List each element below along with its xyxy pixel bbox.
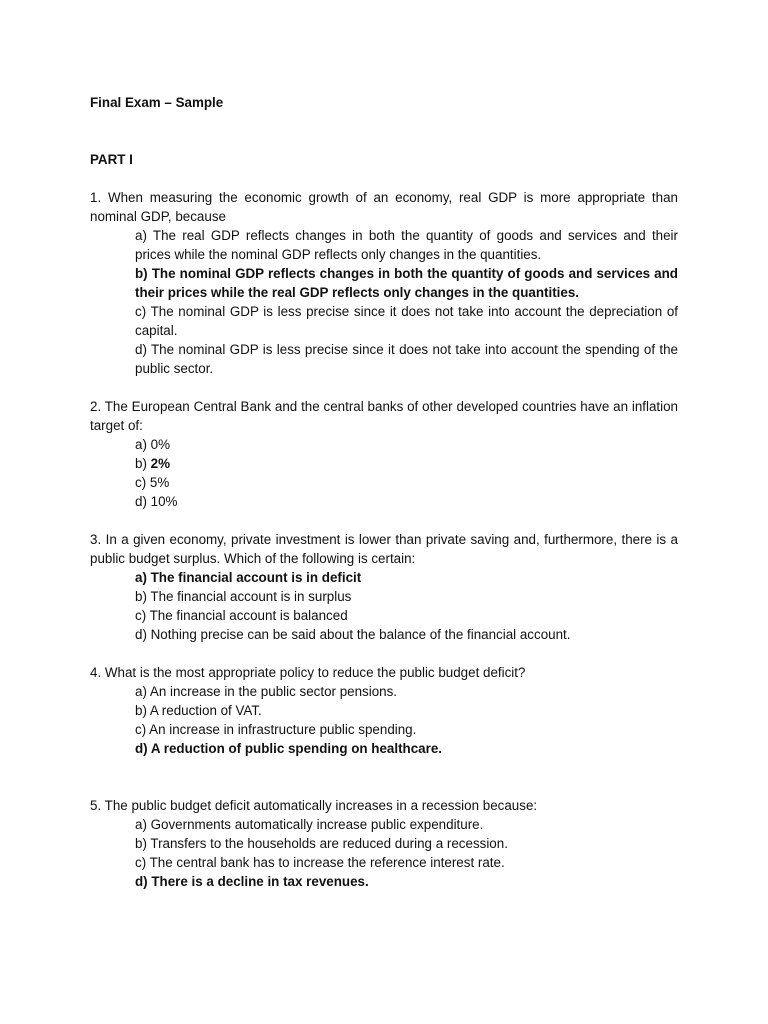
question-2 bbox=[90, 397, 678, 511]
option-a: a) An increase in the public sector pensions. bbox=[135, 684, 398, 699]
part-heading: PART I bbox=[90, 152, 133, 167]
question-3 bbox=[90, 530, 678, 644]
option-c: c) 5% bbox=[135, 475, 170, 490]
question-text: 1. When measuring the economic growth of an economy, real GDP is more appropriate than nominal GDP, because bbox=[90, 190, 678, 224]
option-b-correct: b) The nominal GDP reflects changes in both the quantity of goods and services and their prices while the real GDP reflects only changes in the quantities. bbox=[135, 266, 678, 300]
option-d: d) The nominal GDP is less precise since it does not take into account the spending of the public sector. bbox=[135, 342, 678, 376]
option-a: a) 0% bbox=[135, 437, 170, 452]
question-text: 2. The European Central Bank and the central banks of other developed countries have an inflation target of: bbox=[90, 399, 678, 433]
option-d-correct: d) There is a decline in tax revenues. bbox=[135, 874, 369, 889]
answer-options bbox=[90, 226, 678, 378]
answer-options bbox=[90, 568, 678, 644]
option-b-correct-value: 2% bbox=[150, 456, 170, 471]
question-5 bbox=[90, 796, 678, 891]
exam-title: Final Exam – Sample bbox=[90, 95, 224, 110]
option-b: b) The financial account is in surplus bbox=[135, 589, 352, 604]
question-text: 3. In a given economy, private investment is lower than private saving and, furthermore, there is a public budget surplus. Which of the following is certain: bbox=[90, 532, 678, 566]
option-d-correct: d) A reduction of public spending on healthcare. bbox=[135, 741, 443, 756]
answer-options bbox=[90, 815, 678, 891]
option-a: a) Governments automatically increase public expenditure. bbox=[135, 817, 484, 832]
exam-page bbox=[90, 93, 678, 910]
option-c: c) The central bank has to increase the reference interest rate. bbox=[135, 855, 505, 870]
option-letter: b) bbox=[135, 456, 151, 471]
option-b: b) Transfers to the households are reduced during a recession. bbox=[135, 836, 508, 851]
answer-options bbox=[90, 435, 678, 511]
option-c: c) An increase in infrastructure public spending. bbox=[135, 722, 417, 737]
question-text: 4. What is the most appropriate policy to reduce the public budget deficit? bbox=[90, 665, 526, 680]
question-text: 5. The public budget deficit automatically increases in a recession because: bbox=[90, 798, 538, 813]
option-b: b) A reduction of VAT. bbox=[135, 703, 262, 718]
option-a: a) The real GDP reflects changes in both the quantity of goods and services and their prices while the nominal GDP reflects only changes in the quantities. bbox=[135, 228, 678, 262]
option-b bbox=[135, 454, 678, 473]
option-a-correct: a) The financial account is in deficit bbox=[135, 570, 362, 585]
question-1 bbox=[90, 188, 678, 378]
option-d: d) Nothing precise can be said about the balance of the financial account. bbox=[135, 627, 571, 642]
question-4 bbox=[90, 663, 678, 758]
option-d: d) 10% bbox=[135, 494, 178, 509]
answer-options bbox=[90, 682, 678, 758]
option-c: c) The financial account is balanced bbox=[135, 608, 348, 623]
option-c: c) The nominal GDP is less precise since it does not take into account the depreciation of capital. bbox=[135, 304, 678, 338]
